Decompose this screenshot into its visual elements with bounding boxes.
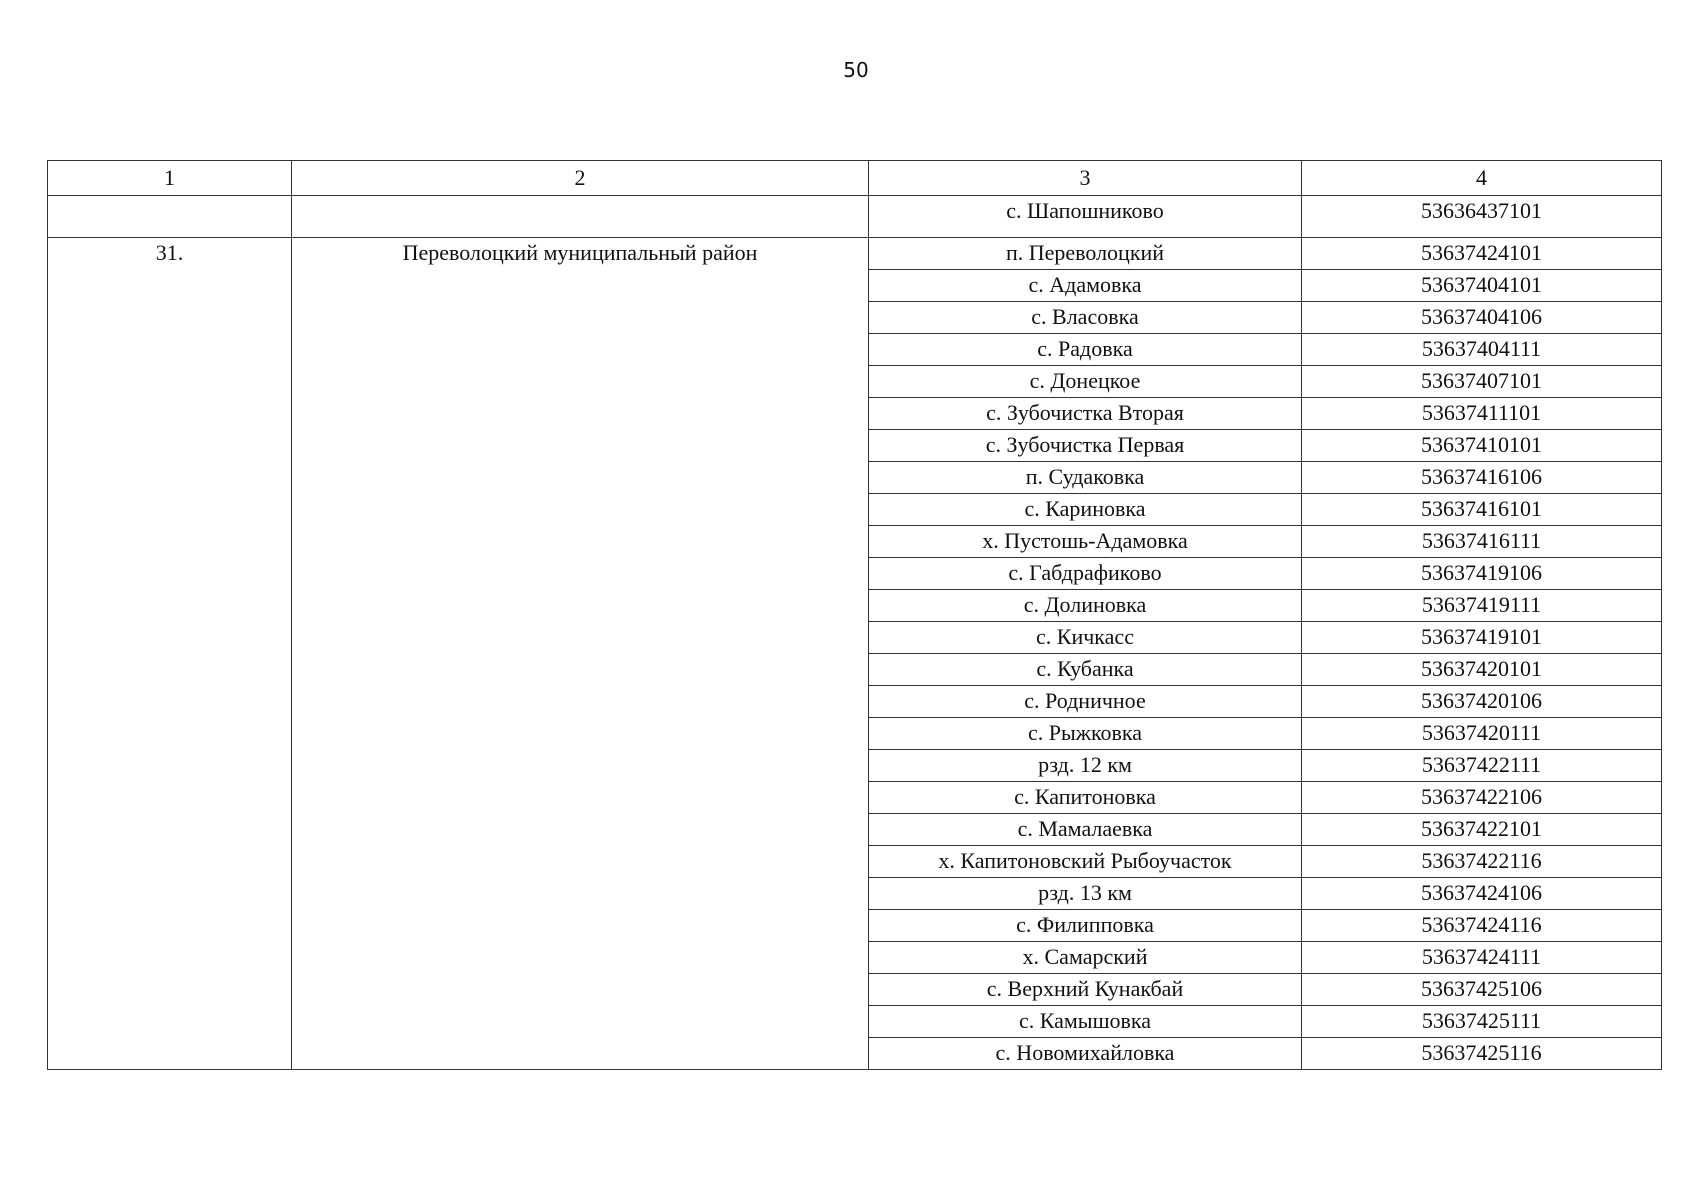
continued-number-cell [48, 196, 292, 238]
continued-settlement-cell: с. Шапошниково [869, 196, 1302, 238]
settlement-code-cell: 53637425111 [1302, 1006, 1662, 1038]
settlement-name-cell: с. Адамовка [869, 270, 1302, 302]
settlement-name-cell: с. Долиновка [869, 590, 1302, 622]
settlement-name-cell: с. Зубочистка Первая [869, 430, 1302, 462]
settlement-code-cell: 53637416106 [1302, 462, 1662, 494]
table-body [48, 161, 1662, 1070]
settlement-code-cell: 53637424101 [1302, 238, 1662, 270]
header-col-3: 3 [869, 161, 1302, 196]
settlement-name-cell: с. Кариновка [869, 494, 1302, 526]
settlement-name-cell: с. Мамалаевка [869, 814, 1302, 846]
settlement-code-cell: 53637422101 [1302, 814, 1662, 846]
settlement-code-cell: 53637422111 [1302, 750, 1662, 782]
settlement-name-cell: с. Зубочистка Вторая [869, 398, 1302, 430]
settlement-code-cell: 53637420111 [1302, 718, 1662, 750]
settlement-name-cell: рзд. 13 км [869, 878, 1302, 910]
district-number-cell: 31. [48, 238, 292, 1070]
continued-district-cell [292, 196, 869, 238]
settlement-name-cell: с. Капитоновка [869, 782, 1302, 814]
settlement-code-cell: 53637425106 [1302, 974, 1662, 1006]
settlement-name-cell: с. Камышовка [869, 1006, 1302, 1038]
settlement-code-cell: 53637419111 [1302, 590, 1662, 622]
header-col-4: 4 [1302, 161, 1662, 196]
settlement-code-cell: 53637404111 [1302, 334, 1662, 366]
continued-code-cell: 53636437101 [1302, 196, 1662, 238]
settlement-code-cell: 53637419101 [1302, 622, 1662, 654]
settlement-name-cell: с. Власовка [869, 302, 1302, 334]
settlement-code-cell: 53637404106 [1302, 302, 1662, 334]
settlement-name-cell: с. Новомихайловка [869, 1038, 1302, 1070]
header-col-1: 1 [48, 161, 292, 196]
settlement-code-cell: 53637420101 [1302, 654, 1662, 686]
settlement-code-cell: 53637411101 [1302, 398, 1662, 430]
settlement-name-cell: с. Радовка [869, 334, 1302, 366]
header-col-2: 2 [292, 161, 869, 196]
settlement-name-cell: п. Судаковка [869, 462, 1302, 494]
settlement-name-cell: х. Капитоновский Рыбоучасток [869, 846, 1302, 878]
settlement-name-cell: х. Пустошь-Адамовка [869, 526, 1302, 558]
continued-row [48, 196, 1662, 238]
page-number: 50 [843, 58, 869, 82]
settlement-name-cell: п. Переволоцкий [869, 238, 1302, 270]
table-row [48, 238, 1662, 270]
settlement-code-cell: 53637422106 [1302, 782, 1662, 814]
settlement-name-cell: с. Верхний Кунакбай [869, 974, 1302, 1006]
settlement-name-cell: с. Габдрафиково [869, 558, 1302, 590]
settlement-code-cell: 53637422116 [1302, 846, 1662, 878]
settlement-name-cell: с. Рыжковка [869, 718, 1302, 750]
settlement-code-cell: 53637425116 [1302, 1038, 1662, 1070]
settlement-name-cell: с. Родничное [869, 686, 1302, 718]
settlement-name-cell: с. Филипповка [869, 910, 1302, 942]
settlement-code-cell: 53637424116 [1302, 910, 1662, 942]
settlements-table [47, 160, 1662, 1070]
settlement-code-cell: 53637416101 [1302, 494, 1662, 526]
settlement-name-cell: с. Донецкое [869, 366, 1302, 398]
settlement-name-cell: х. Самарский [869, 942, 1302, 974]
settlement-name-cell: с. Кубанка [869, 654, 1302, 686]
settlement-name-cell: с. Кичкасс [869, 622, 1302, 654]
settlement-code-cell: 53637424106 [1302, 878, 1662, 910]
settlement-name-cell: рзд. 12 км [869, 750, 1302, 782]
settlement-code-cell: 53637410101 [1302, 430, 1662, 462]
district-name-cell: Переволоцкий муниципальный район [292, 238, 869, 1070]
settlement-code-cell: 53637419106 [1302, 558, 1662, 590]
header-row [48, 161, 1662, 196]
settlement-code-cell: 53637420106 [1302, 686, 1662, 718]
settlement-code-cell: 53637424111 [1302, 942, 1662, 974]
settlement-code-cell: 53637407101 [1302, 366, 1662, 398]
settlement-code-cell: 53637404101 [1302, 270, 1662, 302]
settlement-code-cell: 53637416111 [1302, 526, 1662, 558]
